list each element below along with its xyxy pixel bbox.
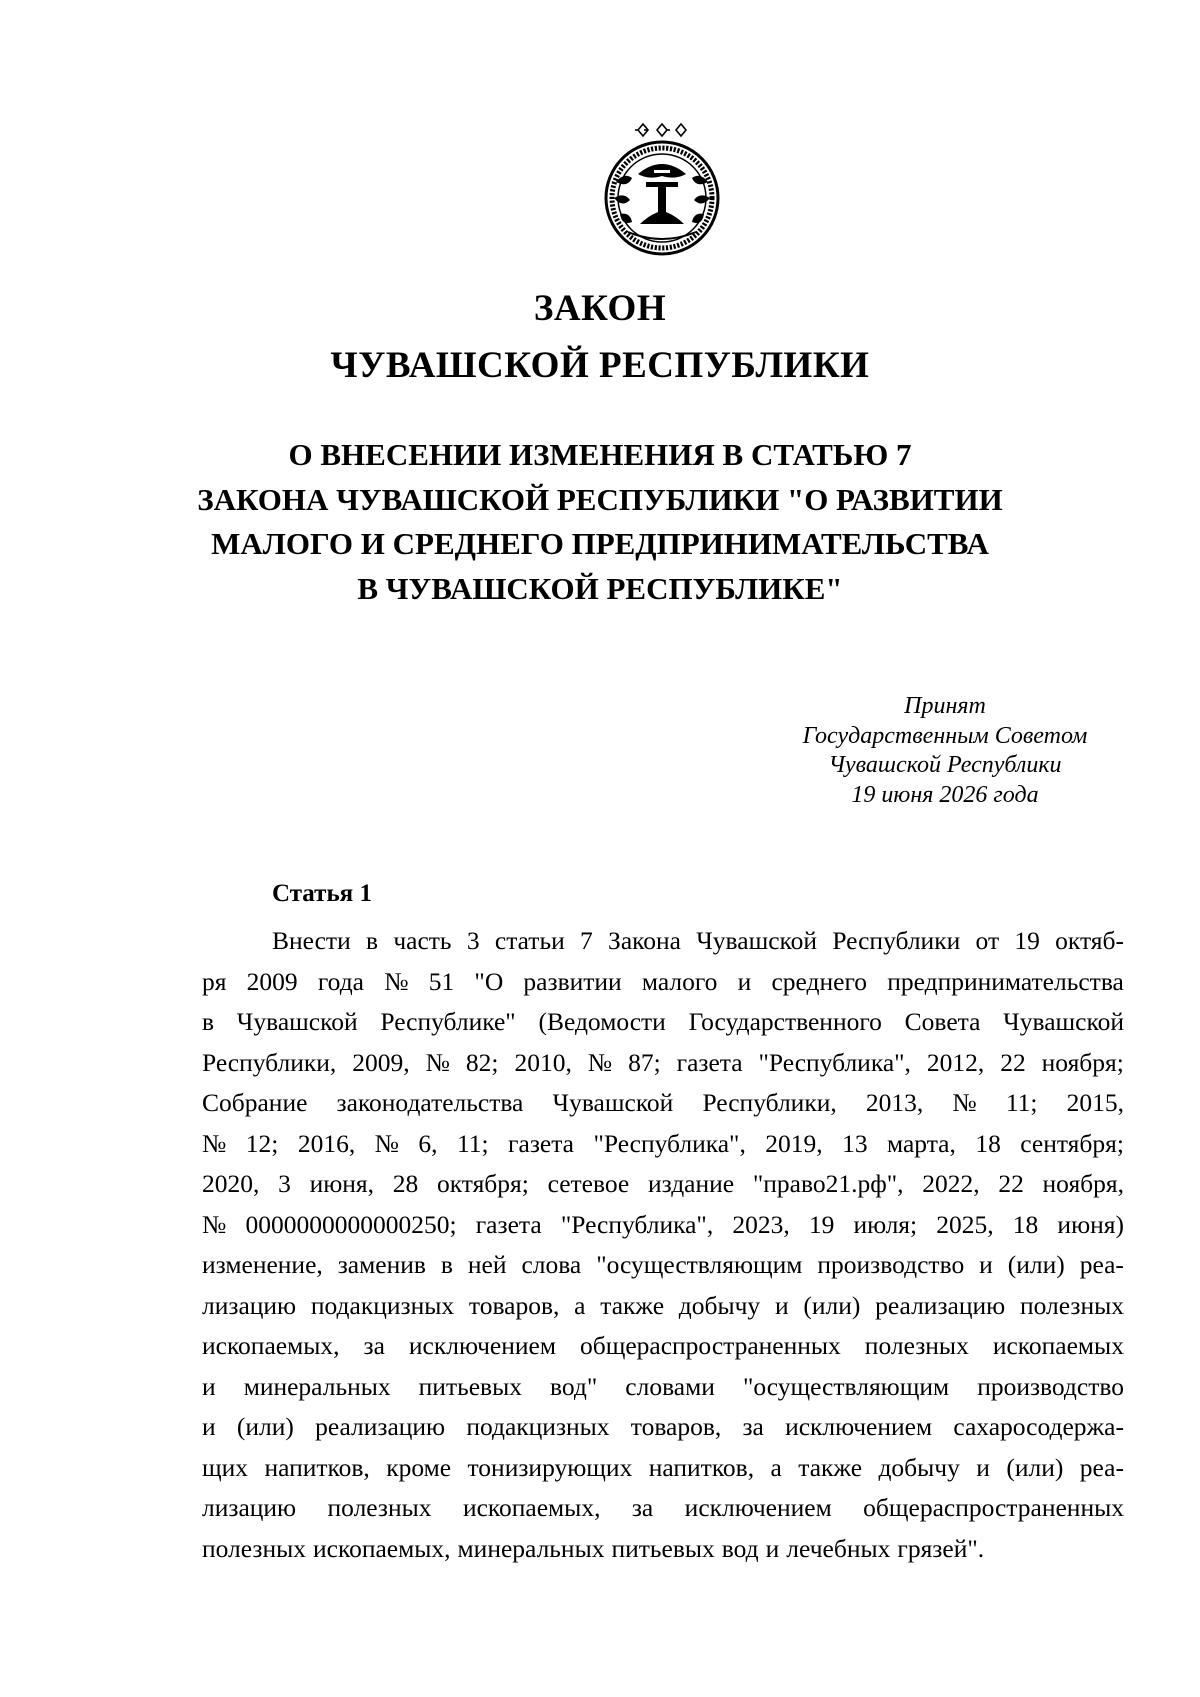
law-title-line2: ЧУВАШСКОЙ РЕСПУБЛИКИ: [330, 345, 870, 386]
law-subject-line2: ЗАКОНА ЧУВАШСКОЙ РЕСПУБЛИКИ "О РАЗВИТИИ: [197, 481, 1003, 517]
law-subject-line4: В ЧУВАШСКОЙ РЕСПУБЛИКЕ": [357, 570, 843, 606]
article-line: щих напитков, кроме тонизирующих напитков, а также добычу и (или) реа-: [202, 1452, 1124, 1482]
article-line: Республики, 2009, № 82; 2010, № 87; газета "Республика", 2012, 22 ноября;: [202, 1047, 1124, 1077]
adoption-date: 19 июня 2026 года: [851, 781, 1039, 808]
law-title: [0, 280, 1200, 394]
law-title-line1: ЗАКОН: [533, 288, 667, 329]
adoption-note: [770, 692, 1120, 810]
article-line: лизацию подакцизных товаров, а также добычу и (или) реализацию полезных: [202, 1290, 1124, 1320]
article-line: ископаемых, за исключением общераспространенных полезных ископаемых: [202, 1331, 1124, 1360]
article-line: 2020, 3 июня, 28 октября; сетевое издание "право21.рф", 2022, 22 ноября,: [202, 1169, 1124, 1198]
adoption-line2: Государственным Советом: [802, 722, 1088, 749]
article-line: лизацию полезных ископаемых, за исключением общераспространенных: [202, 1493, 1124, 1522]
article-heading: Статья 1: [272, 880, 372, 907]
article-line: изменение, заменив в ней слова "осуществляющим производство и (или) реа-: [202, 1250, 1124, 1279]
law-subject-line3: МАЛОГО И СРЕДНЕГО ПРЕДПРИНИМАТЕЛЬСТВА: [211, 526, 989, 561]
article-line: № 12; 2016, № 6, 11; газета "Республика", 2019, 13 марта, 18 сентября;: [202, 1128, 1124, 1158]
law-subject-line1: О ВНЕСЕНИИ ИЗМЕНЕНИЯ В СТАТЬЮ 7: [288, 437, 912, 472]
adoption-line1: Принят: [904, 693, 986, 719]
law-subject: [0, 433, 1200, 611]
article-line: полезных ископаемых, минеральных питьевых вод и лечебных грязей".: [202, 1533, 985, 1563]
coat-of-arms-icon: [598, 120, 726, 260]
article-line: и (или) реализацию подакцизных товаров, за исключением сахаросодержа-: [202, 1412, 1124, 1441]
article-line: ря 2009 года № 51 "О развитии малого и среднего предпринимательства: [202, 966, 1124, 996]
article-line: № 0000000000000250; газета "Республика", 2023, 19 июля; 2025, 18 июня): [202, 1209, 1124, 1239]
article-body: [202, 921, 1124, 1569]
crown-symbols: [635, 124, 686, 136]
adoption-line3: Чувашской Республики: [828, 752, 1062, 778]
article-line: Собрание законодательства Чувашской Республики, 2013, № 11; 2015,: [202, 1088, 1124, 1117]
article-line: и минеральных питьевых вод" словами "осуществляющим производство: [202, 1371, 1124, 1401]
article-line: в Чувашской Республике" (Ведомости Государственного Совета Чувашской: [202, 1007, 1124, 1036]
article-line: Внести в часть 3 статьи 7 Закона Чувашской Республики от 19 октяб-: [272, 926, 1124, 955]
